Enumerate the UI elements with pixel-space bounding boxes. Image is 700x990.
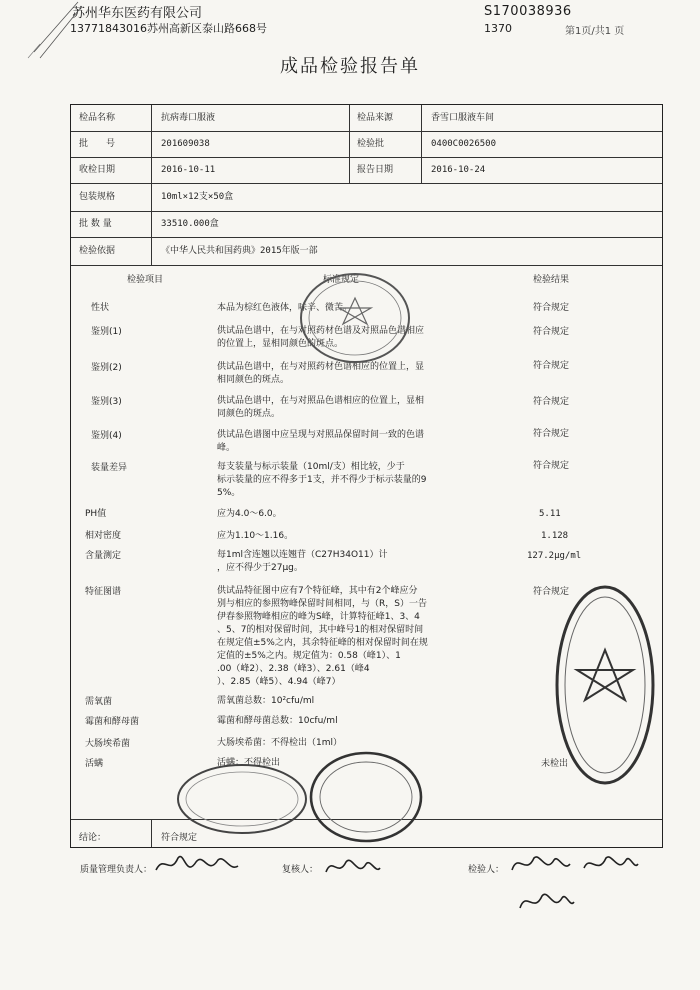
product-name-label: 检品名称 xyxy=(79,113,116,123)
row-standard-assay: 每1ml含连翘以连翘苷（C27H34O11）计 ，应不得少于27μg。 xyxy=(217,550,388,573)
source-label: 检品来源 xyxy=(357,113,394,123)
row-item-fingerprint: 特征图谱 xyxy=(85,587,122,597)
row-item-mites: 活螨 xyxy=(85,759,104,769)
row-item-density: 相对密度 xyxy=(85,531,122,541)
row-standard-identification-4: 供试品色谱图中应呈现与对照品保留时间一致的色谱 峰。 xyxy=(217,430,425,453)
quantity-value: 33510.000盒 xyxy=(161,219,219,229)
row-result-ph: 5.11 xyxy=(539,509,561,519)
report-no-label: 检验批 xyxy=(357,139,385,149)
report-date-value: 2016-10-24 xyxy=(431,165,486,175)
receive-date-value: 2016-10-11 xyxy=(161,165,216,175)
row-standard-identification-3: 供试品色谱中，在与对照品色谱相应的位置上，显相 同颜色的斑点。 xyxy=(217,396,425,419)
row-item-identification-2: 鉴别(2) xyxy=(91,363,122,373)
row-result-fill-variation: 符合规定 xyxy=(533,461,570,471)
row-item-aerobic: 需氧菌 xyxy=(85,697,113,707)
reviewer-label: 复核人： xyxy=(282,865,319,875)
col-result-header: 检验结果 xyxy=(533,275,570,285)
row-standard-ph: 应为4.0～6.0。 xyxy=(217,509,282,519)
row-result-mites: 未检出 xyxy=(541,759,569,769)
conclusion-value: 符合规定 xyxy=(161,833,198,843)
document-code: S170038936 xyxy=(484,4,572,19)
document-number: 1370 xyxy=(484,22,512,35)
row-standard-ecoli: 大肠埃希菌：不得检出（1ml） xyxy=(217,738,342,748)
company-phone-address: 13771843016苏州高新区泰山路668号 xyxy=(70,22,267,35)
page-info: 第1页/共1 页 xyxy=(565,26,625,37)
row-standard-mold: 霉菌和酵母菌总数：10cfu/ml xyxy=(217,716,338,726)
basis-value: 《中华人民共和国药典》2015年版一部 xyxy=(161,246,318,256)
row-item-identification-4: 鉴别(4) xyxy=(91,431,122,441)
row-item-mold: 霉菌和酵母菌 xyxy=(85,717,140,727)
row-item-ecoli: 大肠埃希菌 xyxy=(85,739,131,749)
row-result-identification-3: 符合规定 xyxy=(533,397,570,407)
reviewer-signature xyxy=(322,852,382,882)
row-item-ph: PH值 xyxy=(85,509,107,519)
quantity-label: 批 数 量 xyxy=(79,219,112,229)
quality-manager-signature xyxy=(152,848,242,880)
row-standard-identification-2: 供试品色谱中，在与对照药材色谱相应的位置上，显 相同颜色的斑点。 xyxy=(217,362,425,385)
source-value: 香雪口服液车间 xyxy=(431,113,495,123)
col-item-header: 检验项目 xyxy=(127,275,164,285)
company-seal-right xyxy=(545,580,655,790)
quality-seal-right xyxy=(306,748,426,846)
batch-label: 批 号 xyxy=(79,139,116,149)
row-standard-mites: 活螨：不得检出 xyxy=(217,758,281,768)
row-item-identification-3: 鉴别(3) xyxy=(91,397,122,407)
row-standard-fingerprint: 供试品特征图中应有7个特征峰，其中有2个峰应分 别与相应的参照物峰保留时间相同，与（R，S）一告 伊春参照物峰相应的峰为S峰，计算特征峰1、3、4 、5、7的相对保留时间，其中峰号1的相对保留时间 在规定值±5%之内，其余特征峰的相对保留时间在规 定值的±5%之内。规定值为：0.58（峰1）、1 .00（峰2）、2.38（峰3）、2.61（峰4 ）、2.85（峰5）、4.94（峰7） xyxy=(217,586,428,687)
inspector-signature-2 xyxy=(516,884,576,918)
row-item-fill-variation: 装量差异 xyxy=(91,463,128,473)
row-standard-appearance: 本品为棕红色液体，味辛、微苦。 xyxy=(217,303,353,313)
conclusion-label: 结论： xyxy=(79,833,107,843)
row-standard-aerobic: 需氧菌总数：10²cfu/ml xyxy=(217,696,315,706)
scan-mark xyxy=(0,0,90,80)
row-result-assay: 127.2μg/ml xyxy=(527,551,582,561)
receive-date-label: 收检日期 xyxy=(79,165,116,175)
spec-label: 包装规格 xyxy=(79,192,116,202)
row-result-fingerprint: 符合规定 xyxy=(533,587,570,597)
row-standard-fill-variation: 每支装量与标示装量（10ml/支）相比较，少于 标示装量的应不得多于1支，并不得少于标示装量的9 5%。 xyxy=(217,462,427,498)
basis-label: 检验依据 xyxy=(79,246,116,256)
row-item-appearance: 性状 xyxy=(91,303,110,313)
quality-seal-left xyxy=(172,760,312,838)
row-result-identification-4: 符合规定 xyxy=(533,429,570,439)
page-title: 成品检验报告单 xyxy=(280,56,420,77)
row-standard-identification-1: 供试品色谱中，在与对照药材色谱及对照品色谱相应 的位置上，显相同颜色的斑点。 xyxy=(217,326,425,349)
row-result-density: 1.128 xyxy=(541,531,569,541)
spec-value: 10ml×12支×50盒 xyxy=(161,192,234,202)
report-no-value: 0400C0026500 xyxy=(431,139,497,149)
inspector-signatures xyxy=(508,848,640,880)
row-result-identification-1: 符合规定 xyxy=(533,327,570,337)
row-item-assay: 含量测定 xyxy=(85,551,122,561)
quality-manager-label: 质量管理负责人： xyxy=(80,865,153,875)
row-standard-density: 应为1.10～1.16。 xyxy=(217,531,294,541)
col-standard-header: 标准规定 xyxy=(323,275,360,285)
inspector-label: 检验人： xyxy=(468,865,505,875)
inspection-seal-top xyxy=(295,268,415,368)
row-result-appearance: 符合规定 xyxy=(533,303,570,313)
product-name-value: 抗病毒口服液 xyxy=(161,113,216,123)
report-date-label: 报告日期 xyxy=(357,165,394,175)
company-name: 苏州华东医药有限公司 xyxy=(72,6,203,21)
batch-value: 201609038 xyxy=(161,139,210,149)
row-result-identification-2: 符合规定 xyxy=(533,361,570,371)
row-item-identification-1: 鉴别(1) xyxy=(91,327,122,337)
